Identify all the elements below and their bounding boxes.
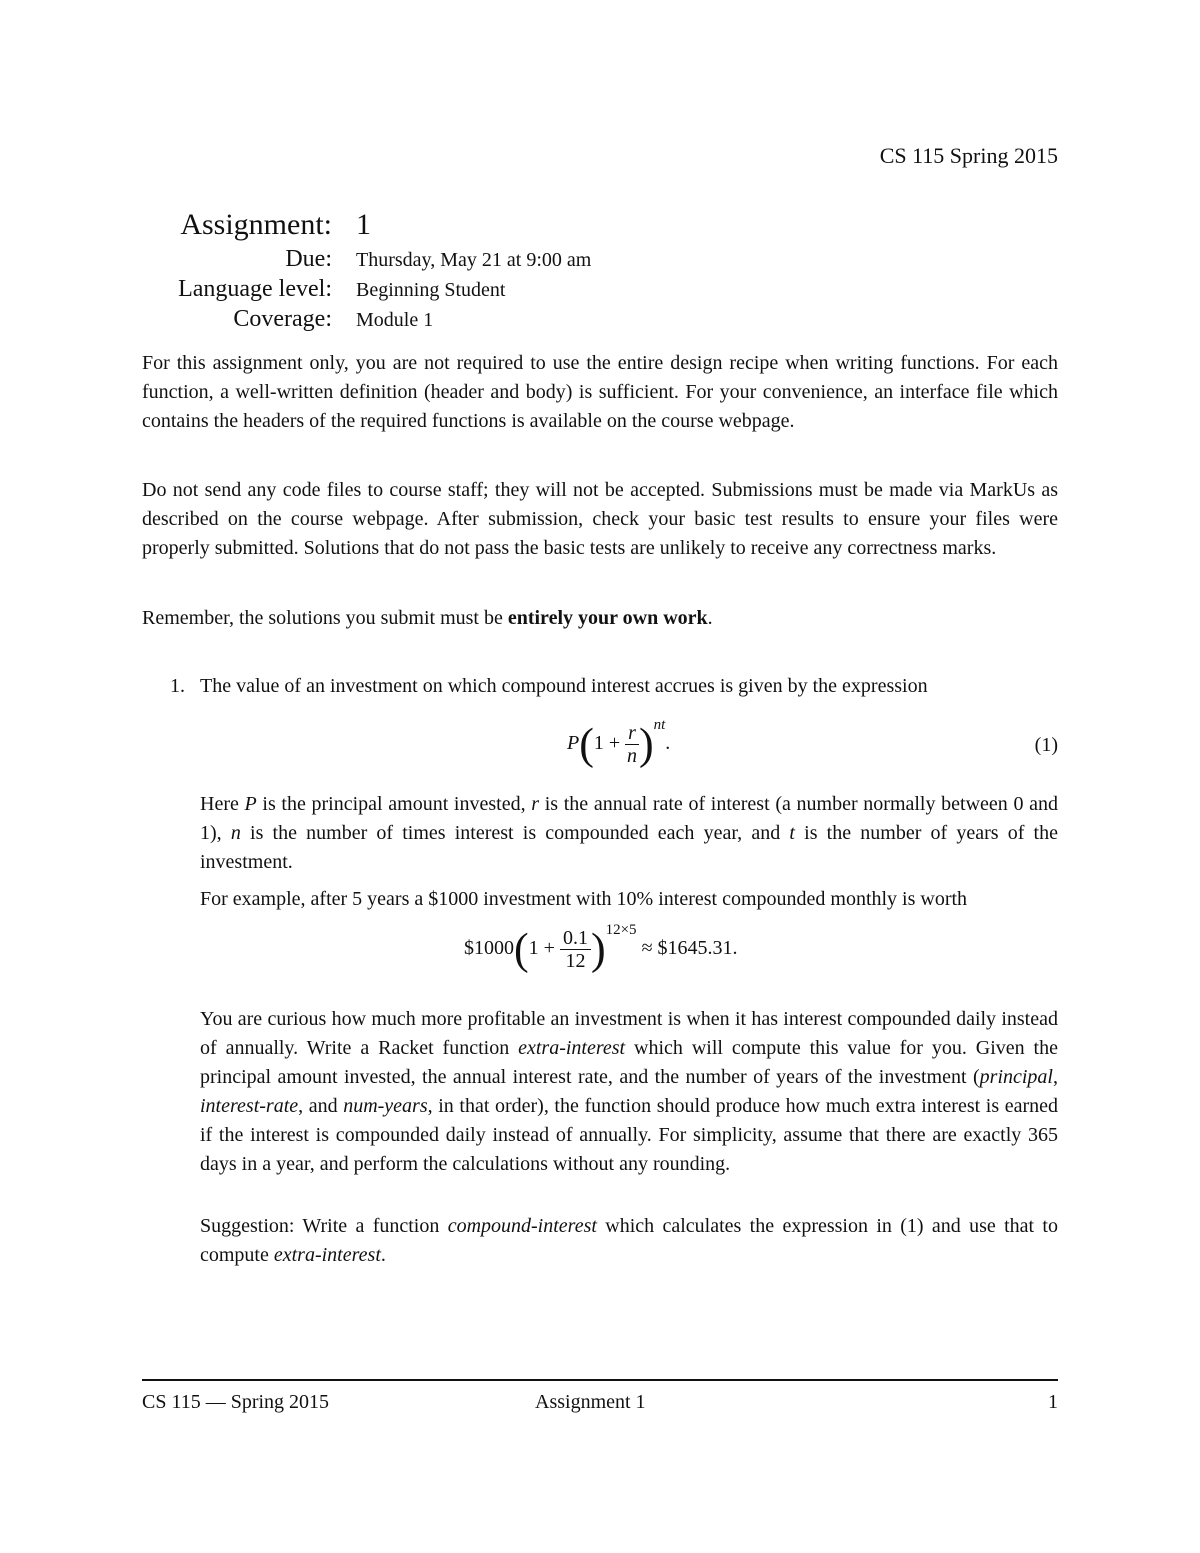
meta-value: Beginning Student <box>356 279 506 301</box>
meta-value: 1 <box>356 208 371 241</box>
text: Suggestion: Write a function <box>200 1215 448 1237</box>
text: You are curious how much more profitable an investment is when it has interest compounded daily instead of annually. Write a Racket function <box>200 1008 1058 1059</box>
meta-label: Due: <box>285 246 332 272</box>
function-name: compound-interest <box>447 1215 597 1237</box>
text: which calculates the expression in (1) and use that to compute <box>200 1215 1058 1266</box>
param-name: num-years <box>343 1095 428 1117</box>
meta-value: Thursday, May 21 at 9:00 am <box>356 249 592 271</box>
meta-row-coverage <box>142 305 591 335</box>
meta-label: Coverage: <box>233 306 332 332</box>
meta-label: Assignment: <box>180 208 332 241</box>
eq-fraction <box>625 722 639 767</box>
eq-numerator: r <box>625 722 639 745</box>
question-number: 1. <box>170 675 185 697</box>
example-paragraph: For example, after 5 years a $1000 investment with 10% interest compounded monthly is worth <box>200 888 968 910</box>
eq2-fraction <box>560 927 591 972</box>
instructions-paragraph: For this assignment only, you are not required to use the entire design recipe when writing functions. For each function, a well-written definition (header and body) is sufficient. For your convenience, an interface file which contains the headers of the required functions is available on the course webpage. <box>142 352 1058 432</box>
submission-paragraph: Do not send any code files to course staff; they will not be accepted. Submissions must be made via MarkUs as described on the course webpage. After submission, check your basic test results to ensure your files were properly submitted. Solutions that do not pass the basic tests are unlikely to receive any correctness marks. <box>142 479 1058 559</box>
meta-row-assignment <box>142 205 591 245</box>
equation-2: $1000(1 + $\frac{0.1}{12}$ )$^{12\times 5}$ ≈ $1645.31. <box>464 922 738 974</box>
function-name: extra-interest <box>518 1037 626 1059</box>
var-r: r <box>531 793 540 815</box>
text: is the annual rate of interest (a number normally between 0 and 1), <box>200 793 1059 844</box>
param-name: principal <box>979 1066 1053 1088</box>
text: , in that order), the function should produce how much extra interest is earned if the interest is compounded daily instead of annually. For simplicity, assume that there are exactly 365 days in a year, and perform the calculations without any rounding. <box>200 1095 1058 1175</box>
question-intro: The value of an investment on which compound interest accrues is given by the expression <box>200 675 928 697</box>
course-header: CS 115 Spring 2015 <box>879 143 1058 168</box>
task-paragraph <box>200 1005 1058 1179</box>
integrity-bold: entirely your own work <box>507 607 708 629</box>
page-number: 1 <box>1048 1391 1058 1413</box>
eq2-result: ≈ $1645.31. <box>641 937 738 960</box>
eq2-exponent: 12×5 <box>605 922 637 939</box>
text: . <box>380 1244 386 1266</box>
meta-value: Module 1 <box>356 309 434 331</box>
footer-course: CS 115 — Spring 2015 <box>142 1391 330 1413</box>
assignment-meta <box>142 205 591 335</box>
function-name: extra-interest <box>273 1244 381 1266</box>
equation-number: (1) <box>1034 734 1058 756</box>
var-n: n <box>230 822 241 844</box>
eq-exponent: nt <box>653 717 666 734</box>
equation-1: P(1 + $\frac{r}{n}$ )$^{nt}$. <box>567 717 671 769</box>
meta-label: Language level: <box>178 276 332 302</box>
eq2-const: 1 + <box>528 937 555 960</box>
param-name: interest-rate <box>200 1095 299 1117</box>
footer-rule <box>142 1379 1058 1381</box>
eq2-denominator: 12 <box>565 950 586 972</box>
eq2-numerator: 0.1 <box>560 927 591 950</box>
eq-var: P <box>567 732 580 755</box>
footer-title: Assignment 1 <box>535 1391 646 1413</box>
eq-end: . <box>665 732 671 755</box>
meta-row-due <box>142 245 591 275</box>
text: is the number of times interest is compounded each year, and <box>240 822 790 844</box>
suggestion-paragraph <box>200 1212 1058 1270</box>
eq-const: 1 + <box>593 732 621 755</box>
text: , <box>1053 1066 1058 1088</box>
integrity-end: . <box>707 607 713 629</box>
text: Here <box>200 793 245 815</box>
text: , and <box>298 1095 344 1117</box>
integrity-text: Remember, the solutions you submit must be <box>142 607 508 629</box>
meta-row-language <box>142 275 591 305</box>
var-p: P <box>244 793 257 815</box>
text: is the number of years of the investment. <box>200 822 1058 873</box>
text: which will compute this value for you. Given the principal amount invested, the annual interest rate, and the number of years of the investment ( <box>200 1037 1058 1088</box>
integrity-paragraph <box>142 604 1058 633</box>
question-variables-paragraph <box>200 790 1058 877</box>
var-t: t <box>789 822 795 844</box>
text: is the principal amount invested, <box>256 793 532 815</box>
eq-denominator: n <box>627 745 638 767</box>
eq2-lead: $1000 <box>464 937 514 960</box>
